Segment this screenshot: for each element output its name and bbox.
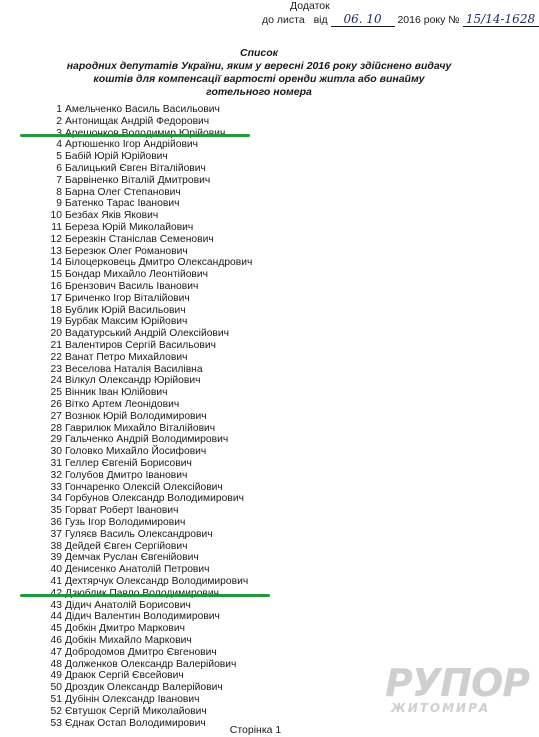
- list-item-name: Головко Михайло Йосифович: [65, 446, 207, 458]
- list-item-number: 46: [50, 635, 62, 646]
- list-item: [40, 623, 185, 635]
- list-item: [40, 682, 223, 694]
- list-item: [40, 151, 168, 163]
- list-item-name: Добродомов Дмитро Євгенович: [65, 646, 217, 658]
- list-item-name: Драюк Сергій Євсейович: [65, 670, 184, 682]
- list-item: [40, 257, 252, 269]
- list-item-name: Брензович Василь Іванович: [65, 281, 199, 292]
- list-item: [40, 104, 220, 116]
- list-item-name: Вілкул Олександр Юрійович: [65, 375, 201, 387]
- list-item-number: 29: [50, 434, 62, 446]
- list-item-number: 53: [50, 717, 62, 729]
- list-item-name: Горват Роберт Іванович: [65, 505, 179, 517]
- list-item-number: 19: [50, 316, 62, 328]
- appendix-label: Додаток: [290, 0, 330, 12]
- list-item-number: 52: [50, 705, 62, 717]
- list-item-number: 40: [50, 564, 62, 576]
- list-item-name: Артюшенко Ігор Андрійович: [65, 139, 199, 151]
- list-item-number: 7: [56, 174, 62, 186]
- title-line-3: коштів для компенсації вартості оренди житла або винайму: [93, 73, 425, 85]
- list-item-number: 6: [56, 163, 62, 174]
- list-item-number: 23: [50, 363, 62, 375]
- list-item-number: 12: [50, 233, 62, 245]
- highlight-marker-line: [20, 594, 270, 597]
- list-item-name: Вознюк Юрій Володимирович: [65, 410, 207, 422]
- list-item-number: 25: [50, 387, 62, 399]
- title-line-4: готельного номера: [206, 86, 312, 98]
- list-item-name: Дідич Анатолій Борисович: [65, 599, 191, 611]
- list-item-number: 33: [50, 481, 62, 493]
- list-item: [40, 198, 179, 210]
- list-item-name: Балицький Євген Віталійович: [65, 163, 206, 174]
- list-item-number: 5: [56, 151, 62, 163]
- list-item: [40, 187, 181, 199]
- list-item-number: 45: [50, 623, 62, 635]
- list-item: [40, 364, 203, 376]
- list-item: [40, 139, 198, 151]
- list-item: [40, 328, 229, 340]
- list-item: [40, 529, 213, 541]
- list-item: [40, 423, 215, 435]
- list-item-name: Вінник Іван Юлійович: [65, 387, 168, 399]
- list-item-name: Добкін Михайло Маркович: [65, 635, 192, 646]
- list-item-number: 16: [50, 281, 62, 292]
- list-item-number: 51: [50, 694, 62, 705]
- list-item: [40, 647, 217, 659]
- list-item: [40, 635, 192, 647]
- list-item-name: Бублик Юрій Васильович: [65, 304, 186, 316]
- list-item-number: 30: [50, 446, 62, 458]
- list-item-number: 49: [50, 670, 62, 682]
- list-item: [40, 246, 188, 258]
- list-item-number: 48: [50, 658, 62, 670]
- title-line-1: Список: [240, 47, 278, 59]
- list-item-name: Єднак Остап Володимирович: [65, 717, 206, 729]
- title-line-2: народних депутатів України, яким у вересні 2016 року здійснено видачу: [66, 60, 452, 72]
- list-item-name: Березкін Станіслав Семенович: [65, 233, 214, 245]
- list-item-name: Гальченко Андрій Володимирович: [65, 434, 229, 446]
- list-item-name: Веселова Наталія Василівна: [65, 363, 203, 375]
- list-item: [40, 517, 185, 529]
- list-item: [40, 541, 187, 553]
- list-item-number: 8: [56, 186, 62, 198]
- list-item-name: Євтушок Сергій Миколайович: [65, 705, 207, 717]
- list-item-name: Гуляєв Василь Олександрович: [65, 528, 213, 540]
- list-item: [40, 316, 187, 328]
- list-item-name: Дехтярчук Олександр Володимирович: [65, 576, 249, 587]
- list-item-number: 44: [50, 611, 62, 623]
- list-item-number: 24: [50, 375, 62, 387]
- list-item: [40, 375, 200, 387]
- list-item-name: Денисенко Анатолій Петрович: [65, 564, 210, 576]
- rupor-zhytomyra-watermark: [377, 661, 530, 721]
- list-item-name: Валентиров Сергій Васильович: [65, 340, 216, 351]
- page-footer: Сторінка 1: [229, 724, 282, 736]
- list-item: [40, 505, 178, 517]
- list-item: [40, 564, 210, 576]
- list-item-number: 35: [50, 505, 62, 517]
- list-item-name: Барна Олег Степанович: [65, 186, 181, 198]
- list-item: [40, 293, 190, 305]
- list-item: [40, 659, 236, 671]
- list-item-name: Амельченко Василь Васильович: [65, 104, 220, 115]
- list-item: [40, 576, 248, 588]
- list-item-number: 17: [50, 292, 62, 304]
- list-item-number: 27: [50, 410, 62, 422]
- list-item-number: 14: [50, 257, 62, 269]
- list-item: [40, 470, 187, 482]
- list-item-name: Бурбак Максим Юрійович: [65, 316, 188, 328]
- list-item: [40, 340, 216, 352]
- list-item-name: Добкін Дмитро Маркович: [65, 623, 185, 635]
- list-item-number: 10: [50, 210, 62, 222]
- list-item: [40, 706, 207, 718]
- list-item-name: Бабій Юрій Юрійович: [65, 151, 168, 163]
- list-item-number: 36: [50, 517, 62, 528]
- list-item-name: Голубов Дмитро Іванович: [65, 469, 188, 481]
- list-item-number: 28: [50, 422, 62, 434]
- list-item-name: Демчак Руслан Євгенійович: [65, 552, 199, 564]
- highlight-marker-line: [20, 134, 250, 137]
- list-item-name: Батенко Тарас Іванович: [65, 198, 180, 210]
- list-item-name: Антонищак Андрій Федорович: [65, 115, 210, 127]
- list-item-number: 22: [50, 351, 62, 363]
- list-item-number: 37: [50, 528, 62, 540]
- letter-number: 15/14-1628: [463, 13, 539, 27]
- list-item-number: 1: [56, 104, 62, 115]
- list-item-number: 34: [50, 493, 62, 505]
- list-item-name: Горбунов Олександр Володимирович: [65, 493, 244, 505]
- list-item: [40, 352, 187, 364]
- list-item: [40, 269, 208, 281]
- list-item: [40, 694, 200, 706]
- list-item-number: 18: [50, 304, 62, 316]
- list-item-number: 15: [50, 269, 62, 281]
- list-item-number: 13: [50, 245, 62, 257]
- list-item-number: 11: [51, 222, 62, 233]
- document-header: [262, 0, 536, 27]
- letter-date: 06. 10: [331, 13, 395, 27]
- list-item-number: 47: [50, 646, 62, 658]
- list-item-name: Дейдей Євген Сергійович: [65, 540, 188, 552]
- list-item: [40, 387, 167, 399]
- list-item: [40, 600, 191, 612]
- list-item: [40, 163, 206, 175]
- list-item: [40, 116, 209, 128]
- list-item-name: Дідич Валентин Володимирович: [65, 611, 220, 623]
- list-item-number: 31: [50, 458, 62, 469]
- list-item: [40, 670, 184, 682]
- list-item: [40, 552, 199, 564]
- list-item: [40, 411, 207, 423]
- list-item: [40, 446, 206, 458]
- list-item: [40, 458, 192, 470]
- list-item-name: Дубінін Олександр Іванович: [65, 694, 200, 705]
- letter-reference: [262, 12, 536, 27]
- list-item-name: Безбах Яків Якович: [65, 210, 159, 222]
- list-item: [40, 234, 214, 246]
- list-item: [40, 611, 220, 623]
- list-item: [40, 434, 228, 446]
- list-item-number: 39: [50, 552, 62, 564]
- list-item-name: Білоцерковець Дмитро Олександрович: [65, 257, 253, 269]
- list-item: [40, 493, 244, 505]
- list-item-number: 2: [56, 115, 62, 127]
- list-item-number: 20: [50, 328, 62, 340]
- list-item-name: Гузь Ігор Володимирович: [65, 517, 186, 528]
- list-item: [40, 305, 186, 317]
- letter-prefix: до листа: [262, 14, 305, 26]
- watermark-subtitle: ЖИТОМИРА: [391, 701, 491, 715]
- list-item: [40, 482, 223, 494]
- from-label: від: [313, 14, 328, 26]
- list-item: [40, 281, 198, 293]
- list-item-name: Бондар Михайло Леонтійович: [65, 269, 209, 281]
- list-item-name: Ванат Петро Михайлович: [65, 351, 188, 363]
- list-item: [40, 399, 179, 411]
- list-item-number: 21: [50, 340, 62, 351]
- year-label: 2016 року №: [397, 14, 460, 26]
- list-item-number: 41: [50, 576, 62, 587]
- list-item-name: Долженков Олександр Валерійович: [65, 658, 237, 670]
- list-item-name: Гончаренко Олексій Олексійович: [65, 481, 223, 493]
- document-title: [44, 47, 474, 99]
- list-item-name: Бриченко Ігор Віталійович: [65, 292, 190, 304]
- list-item-name: Березюк Олег Романович: [65, 245, 188, 257]
- list-item-name: Береза Юрій Миколайович: [65, 222, 194, 233]
- list-item-number: 38: [50, 540, 62, 552]
- list-item-number: 4: [56, 139, 62, 151]
- list-item-name: Геллер Євгеній Борисович: [65, 458, 192, 469]
- watermark-title: РУПОР: [385, 661, 530, 705]
- list-item-number: 9: [56, 198, 62, 210]
- list-item-name: Барвіненко Віталій Дмитрович: [65, 174, 211, 186]
- list-item-name: Дроздик Олександр Валерійович: [65, 682, 223, 694]
- list-item-name: Гаврилюк Михайло Віталійович: [65, 422, 216, 434]
- list-item-number: 32: [50, 469, 62, 481]
- list-item-name: Вітко Артем Леонідович: [65, 399, 180, 410]
- list-item-name: Вадатурський Андрій Олексійович: [65, 328, 230, 340]
- list-item: [40, 210, 158, 222]
- list-item: [40, 175, 210, 187]
- list-item-number: 43: [50, 599, 62, 611]
- list-item-number: 50: [50, 682, 62, 694]
- list-item-number: 26: [50, 399, 62, 410]
- list-item: [40, 222, 193, 234]
